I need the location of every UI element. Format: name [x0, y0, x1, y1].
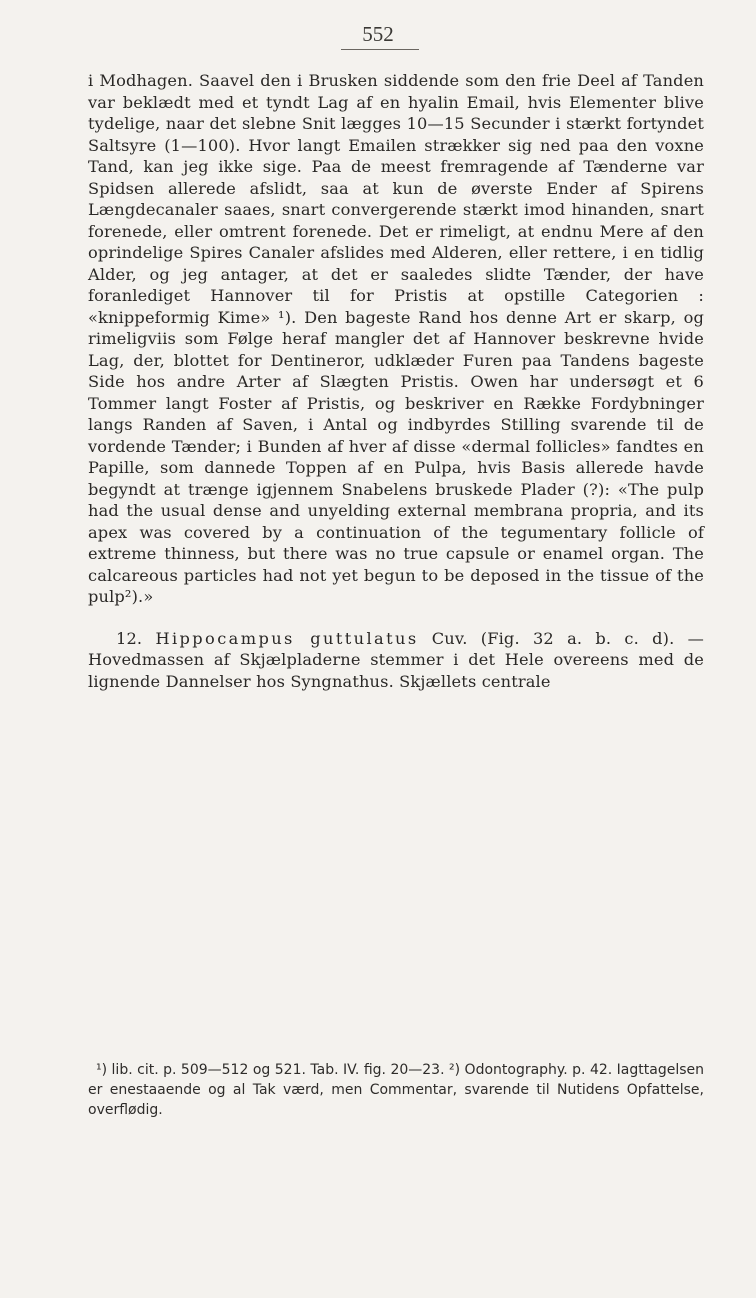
paragraph-2 [88, 628, 704, 693]
paragraph-1: i Modhagen. Saavel den i Brusken siddende som den frie Deel af Tanden var beklædt med et tyndt Lag af en hyalin Email, hvis Elementer blive tydelige, naar det slebne Snit lægges 10—15 Secunder i stærkt fortyndet Saltsyre (1—100). Hvor langt Emailen strækker sig ned paa den voxne Tand, kan jeg ikke sige. Paa de meest fremragende af Tænderne var Spidsen allerede afslidt, saa at kun de øverste Ender af Spirens Længdecanaler saaes, snart convergerende stærkt imod hinanden, snart forenede, eller omtrent forenede. Det er rimeligt, at endnu Mere af den oprindelige Spires Canaler afslides med Alderen, eller rettere, i en tidlig Alder, og jeg antager, at det er saaledes slidte Tænder, der have foranlediget Hannover til for Pristis at opstille Categorien : «knippeformig Kime» ¹). Den bageste Rand hos denne Art er skarp, og rimeligviis som Følge heraf mangler det af Hannover beskrevne hvide Lag, der, blottet for Dentineror, udklæder Furen paa Tandens bageste Side hos andre Arter af Slægten Pristis. Owen har undersøgt et 6 Tommer langt Foster af Pristis, og beskriver en Række Fordybninger langs Randen af Saven, i Antal og indbyrdes Stilling svarende til de vordende Tænder; i Bunden af hver af disse «dermal follicles» fandtes en Papille, som dannede Toppen af en Pulpa, hvis Basis allerede havde begyndt at trænge igjennem Snabelens bruskede Plader (?): «The pulp had the usual dense and unyelding external membrana propria, and its apex was covered by a continuation of the tegumentary follicle of extreme thinness, but there was no true capsule or enamel organ. The calcareous particles had not yet begun to be deposed in the tissue of the pulp²).» [88, 71, 704, 606]
footnotes [88, 1060, 704, 1120]
footnote-text: ¹) lib. cit. p. 509—512 og 521. Tab. IV. fig. 20—23. ²) Odontography. p. 42. Iagttagelsen er enestaaende og al Tak værd, men Commentar, svarende til Nutidens Opfattelse, overflødig. [88, 1062, 704, 1118]
paragraph-2-text: Cuv. (Fig. 32 a. b. c. d). — Hovedmassen af Skjælpladerne stemmer i det Hele overeens med de lignende Dannelser hos Syngnathus. Skjællets centrale [88, 628, 704, 691]
page-number: 552 [362, 22, 394, 46]
body-text [88, 70, 704, 692]
section-number: 12. [116, 628, 143, 648]
species-name: Hippocampus guttulatus [155, 628, 419, 648]
page-number-rule [341, 49, 419, 50]
